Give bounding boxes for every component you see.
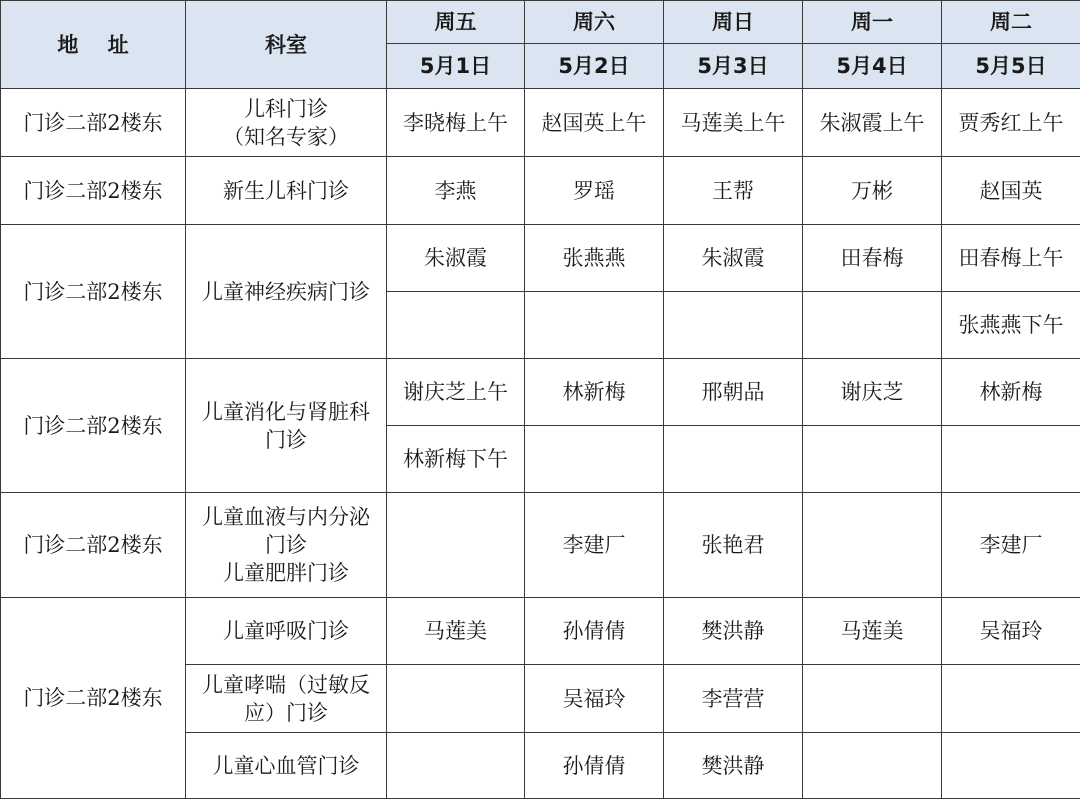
department-cell: [186, 89, 387, 157]
doctor-cell: 张燕燕: [525, 225, 664, 292]
address-cell: 门诊二部2楼东: [1, 157, 186, 225]
doctor-cell: [387, 493, 525, 598]
department-cell: 儿童心血管门诊: [186, 733, 387, 799]
doctor-cell: [803, 733, 942, 799]
department-line: 儿童血液与内分泌: [202, 505, 370, 529]
table-row: [1, 225, 1080, 292]
doctor-cell: 朱淑霞: [387, 225, 525, 292]
doctor-cell: 李建厂: [525, 493, 664, 598]
doctor-cell: 张燕燕下午: [942, 292, 1080, 359]
date-header: 5月5日: [942, 44, 1080, 89]
department-cell: [186, 665, 387, 733]
address-cell: 门诊二部2楼东: [1, 598, 186, 799]
doctor-cell: [387, 733, 525, 799]
doctor-cell: [664, 292, 803, 359]
date-header: 5月4日: [803, 44, 942, 89]
department-line: 门诊: [265, 427, 307, 452]
department-header: 科室: [186, 1, 387, 89]
doctor-cell: [803, 493, 942, 598]
weekday-header: 周五: [387, 1, 525, 44]
doctor-cell: 谢庆芝上午: [387, 359, 525, 426]
address-cell: 门诊二部2楼东: [1, 359, 186, 493]
doctor-cell: 罗瑶: [525, 157, 664, 225]
doctor-cell: 贾秀红上午: [942, 89, 1080, 157]
weekday-header: 周六: [525, 1, 664, 44]
department-cell: 新生儿科门诊: [186, 157, 387, 225]
doctor-cell: 朱淑霞上午: [803, 89, 942, 157]
doctor-cell: 樊洪静: [664, 598, 803, 665]
doctor-cell: 李营营: [664, 665, 803, 733]
table-row: [1, 493, 1080, 598]
department-line: 儿科门诊: [244, 96, 328, 121]
doctor-cell: 孙倩倩: [525, 733, 664, 799]
doctor-cell: 林新梅下午: [387, 426, 525, 493]
address-header: 地 址: [1, 1, 186, 89]
table-row: [1, 359, 1080, 426]
date-header: 5月2日: [525, 44, 664, 89]
doctor-cell: 谢庆芝: [803, 359, 942, 426]
doctor-cell: 张艳君: [664, 493, 803, 598]
doctor-cell: 马莲美: [387, 598, 525, 665]
department-cell: [186, 493, 387, 598]
doctor-cell: 万彬: [803, 157, 942, 225]
table-row: [1, 598, 1080, 665]
doctor-cell: 田春梅上午: [942, 225, 1080, 292]
doctor-cell: 李晓梅上午: [387, 89, 525, 157]
doctor-cell: [942, 733, 1080, 799]
doctor-cell: [803, 292, 942, 359]
doctor-cell: 王帮: [664, 157, 803, 225]
department-line: 门诊: [265, 533, 307, 557]
doctor-cell: [942, 665, 1080, 733]
doctor-cell: [525, 292, 664, 359]
doctor-cell: 李建厂: [942, 493, 1080, 598]
doctor-cell: 林新梅: [525, 359, 664, 426]
doctor-cell: 吴福玲: [942, 598, 1080, 665]
doctor-cell: [525, 426, 664, 493]
doctor-cell: 李燕: [387, 157, 525, 225]
doctor-cell: [387, 292, 525, 359]
date-header: 5月1日: [387, 44, 525, 89]
doctor-cell: 林新梅: [942, 359, 1080, 426]
doctor-cell: 吴福玲: [525, 665, 664, 733]
weekday-header: 周一: [803, 1, 942, 44]
doctor-cell: [803, 665, 942, 733]
department-cell: 儿童神经疾病门诊: [186, 225, 387, 359]
department-line: 儿童哮喘（过敏反: [202, 672, 370, 697]
doctor-cell: 田春梅: [803, 225, 942, 292]
table-row: [1, 89, 1080, 157]
doctor-cell: 樊洪静: [664, 733, 803, 799]
doctor-cell: 马莲美: [803, 598, 942, 665]
address-cell: 门诊二部2楼东: [1, 225, 186, 359]
doctor-cell: 赵国英: [942, 157, 1080, 225]
department-cell: [186, 359, 387, 493]
weekday-header: 周日: [664, 1, 803, 44]
address-cell: 门诊二部2楼东: [1, 493, 186, 598]
doctor-cell: 邢朝品: [664, 359, 803, 426]
doctor-cell: [387, 665, 525, 733]
department-cell: 儿童呼吸门诊: [186, 598, 387, 665]
department-line: 儿童消化与肾脏科: [202, 399, 370, 424]
department-line: 应）门诊: [244, 700, 328, 725]
department-line: （知名专家）: [223, 124, 349, 149]
doctor-cell: 赵国英上午: [525, 89, 664, 157]
doctor-cell: [664, 426, 803, 493]
doctor-cell: 孙倩倩: [525, 598, 664, 665]
doctor-cell: [803, 426, 942, 493]
weekday-header: 周二: [942, 1, 1080, 44]
department-line: 儿童肥胖门诊: [223, 561, 349, 585]
doctor-cell: 马莲美上午: [664, 89, 803, 157]
doctor-cell: 朱淑霞: [664, 225, 803, 292]
doctor-cell: [942, 426, 1080, 493]
date-header: 5月3日: [664, 44, 803, 89]
address-cell: 门诊二部2楼东: [1, 89, 186, 157]
table-row: [1, 157, 1080, 225]
